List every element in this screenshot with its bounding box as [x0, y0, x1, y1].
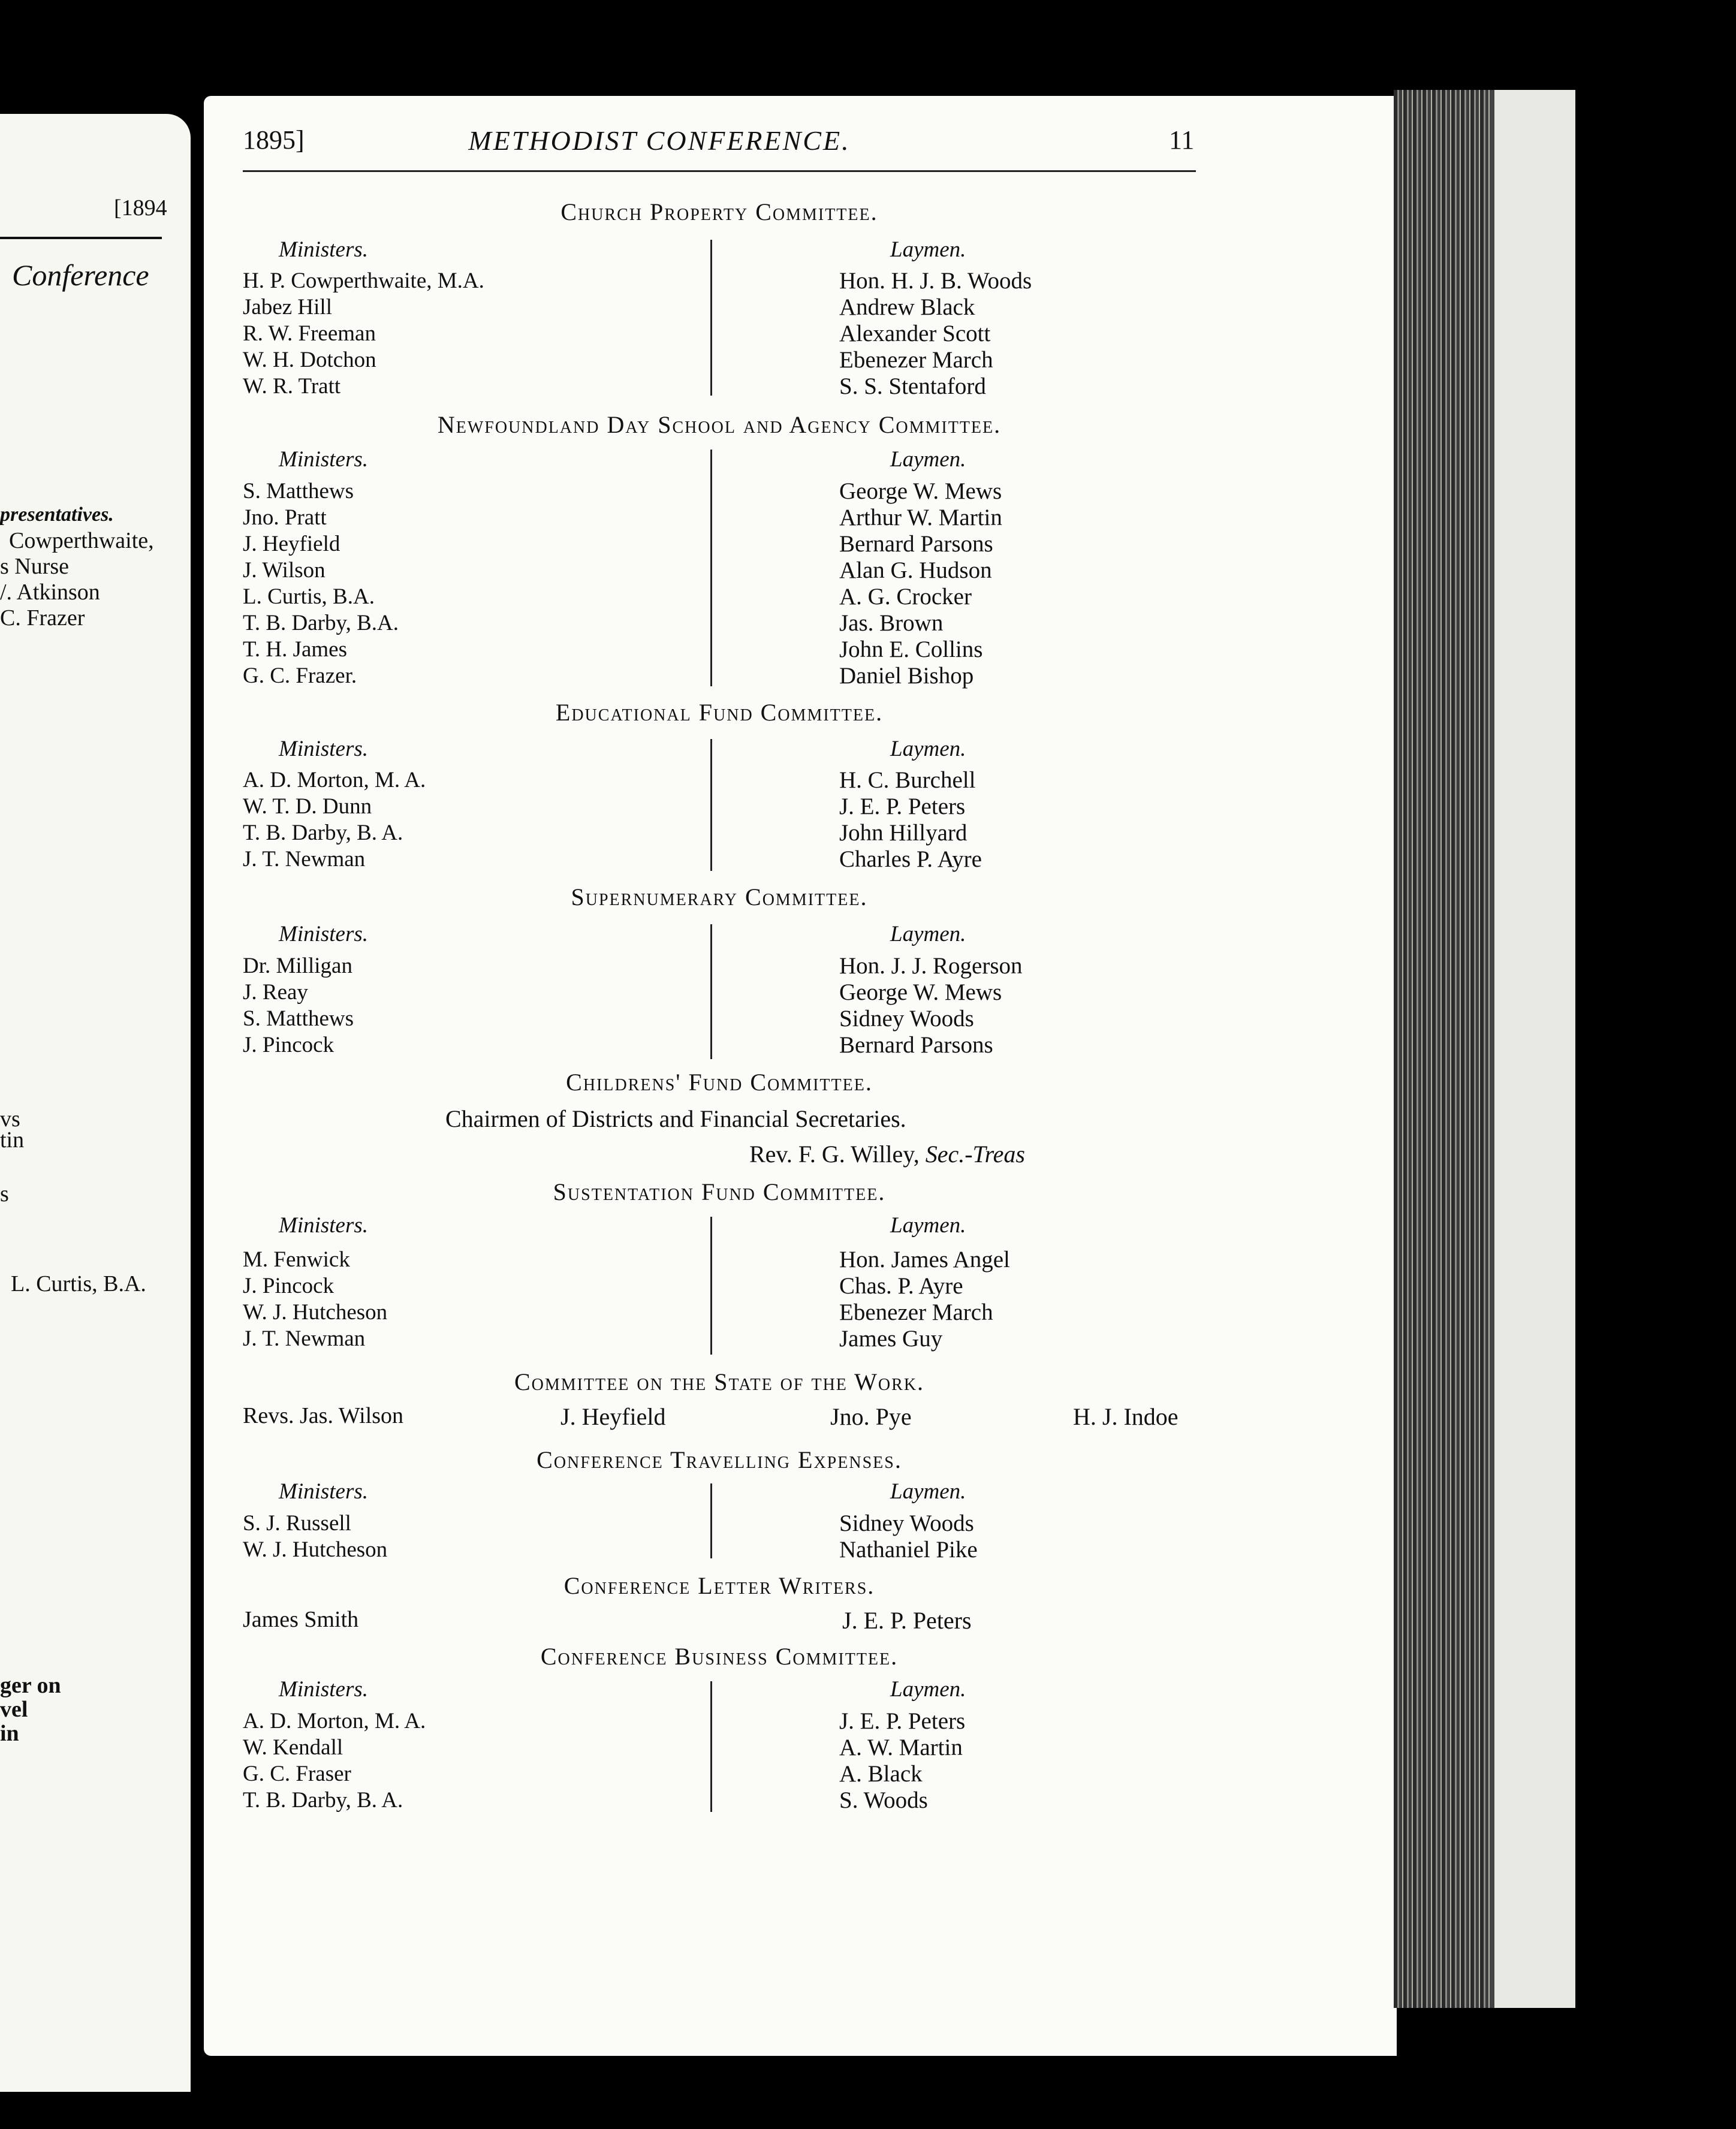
- laymen-list: [839, 1708, 965, 1814]
- layman-name: Alan G. Hudson: [839, 557, 992, 583]
- layman-name: Sidney Woods: [839, 1510, 974, 1536]
- minister-name: R. W. Freeman: [243, 321, 376, 346]
- left-page-fragment-text: tin: [0, 1127, 25, 1153]
- laymen-list: [839, 767, 982, 873]
- state-of-work-member: Revs. Jas. Wilson: [243, 1403, 404, 1428]
- header-title: METHODIST CONFERENCE.: [468, 125, 851, 156]
- left-page-rule: [0, 237, 162, 239]
- left-page-bottom: ger on: [0, 1673, 61, 1698]
- column-divider: [710, 924, 712, 1059]
- column-divider: [710, 450, 712, 686]
- section-title-letter-writers: Conference Letter Writers.: [563, 1572, 875, 1599]
- minister-name: S. J. Russell: [243, 1511, 351, 1536]
- laymen-heading: Laymen.: [890, 922, 966, 946]
- minister-name: G. C. Fraser: [243, 1762, 351, 1786]
- minister-name: J. Pincock: [243, 1033, 334, 1057]
- minister-name: M. Fenwick: [243, 1247, 350, 1272]
- ministers-list: [243, 1708, 426, 1814]
- section-title-childrens-fund: Childrens' Fund Committee.: [566, 1069, 873, 1096]
- book-page-edge-light: [1490, 90, 1575, 2008]
- laymen-heading: Laymen.: [890, 447, 966, 472]
- left-page-bottom: in: [0, 1721, 19, 1746]
- left-page-representatives-heading: presentatives.: [0, 503, 114, 526]
- column-divider: [710, 240, 712, 396]
- section-title-supernumerary: Supernumerary Committee.: [571, 883, 868, 910]
- minister-name: T. B. Darby, B.A.: [243, 611, 399, 635]
- layman-name: Bernard Parsons: [839, 1032, 993, 1058]
- minister-name: J. T. Newman: [243, 1326, 366, 1351]
- section-title-business-committee: Conference Business Committee.: [540, 1643, 899, 1670]
- minister-name: S. Matthews: [243, 1006, 354, 1031]
- minister-name: T. B. Darby, B. A.: [243, 821, 403, 845]
- layman-name: A. Black: [839, 1761, 923, 1787]
- layman-name: H. C. Burchell: [839, 767, 976, 793]
- minister-name: J. Wilson: [243, 558, 326, 583]
- minister-name: A. D. Morton, M. A.: [243, 768, 426, 792]
- minister-name: S. Matthews: [243, 479, 354, 503]
- layman-name: George W. Mews: [839, 478, 1002, 504]
- layman-name: John Hillyard: [839, 820, 968, 846]
- ministers-heading: Ministers.: [279, 447, 369, 472]
- minister-name: W. H. Dotchon: [243, 348, 376, 372]
- column-divider: [710, 1217, 712, 1355]
- column-divider: [710, 1681, 712, 1812]
- laymen-list: [839, 478, 1002, 689]
- layman-name: Charles P. Ayre: [839, 846, 982, 872]
- layman-name: S. S. Stentaford: [839, 373, 986, 399]
- laymen-list: [839, 1247, 1010, 1352]
- section-title-educational-fund: Educational Fund Committee.: [555, 699, 884, 726]
- minister-name: T. B. Darby, B. A.: [243, 1788, 403, 1813]
- left-page-line: s Nurse: [0, 554, 70, 579]
- laymen-heading: Laymen.: [890, 1213, 966, 1238]
- minister-name: J. T. Newman: [243, 847, 366, 871]
- layman-name: Bernard Parsons: [839, 531, 993, 557]
- ministers-heading: Ministers.: [279, 1677, 369, 1702]
- book-page-edge: [1394, 90, 1490, 2008]
- ministers-list: [243, 268, 484, 400]
- layman-name: James Guy: [839, 1326, 943, 1352]
- layman-name: S. Woods: [839, 1787, 928, 1813]
- section-title-state-of-work: Committee on the State of the Work.: [514, 1368, 925, 1395]
- laymen-heading: Laymen.: [890, 237, 966, 262]
- layman-name: Daniel Bishop: [839, 663, 974, 689]
- left-page-bottom: vel: [0, 1697, 28, 1722]
- minister-name: Jabez Hill: [243, 295, 332, 319]
- minister-name: W. J. Hutcheson: [243, 1537, 388, 1562]
- layman-name: Chas. P. Ayre: [839, 1273, 963, 1299]
- minister-name: Jno. Pratt: [243, 505, 327, 530]
- laymen-heading: Laymen.: [890, 1677, 966, 1702]
- layman-name: John E. Collins: [839, 637, 983, 662]
- ministers-list: [243, 1247, 387, 1352]
- header-year: 1895]: [243, 125, 305, 155]
- minister-name: A. D. Morton, M. A.: [243, 1709, 426, 1733]
- letter-writer: J. E. P. Peters: [842, 1607, 972, 1634]
- section-title-sustentation-fund: Sustentation Fund Committee.: [553, 1178, 886, 1205]
- ministers-heading: Ministers.: [279, 1479, 369, 1504]
- left-page-line: /. Atkinson: [0, 580, 100, 605]
- state-of-work-member: H. J. Indoe: [1073, 1403, 1179, 1430]
- layman-name: Alexander Scott: [839, 321, 991, 346]
- secretary-role: Sec.-Treas: [925, 1141, 1025, 1168]
- minister-name: G. C. Frazer.: [243, 664, 357, 688]
- section-title-travelling-expenses: Conference Travelling Expenses.: [537, 1446, 902, 1473]
- layman-name: Nathaniel Pike: [839, 1537, 978, 1563]
- ministers-heading: Ministers.: [279, 737, 369, 761]
- laymen-list: [839, 1510, 978, 1563]
- layman-name: Ebenezer March: [839, 1299, 993, 1325]
- layman-name: J. E. P. Peters: [839, 1708, 966, 1734]
- ministers-heading: Ministers.: [279, 922, 369, 946]
- state-of-work-member: Jno. Pye: [830, 1403, 912, 1430]
- layman-name: Ebenezer March: [839, 347, 993, 373]
- layman-name: A. G. Crocker: [839, 584, 972, 610]
- minister-name: J. Pincock: [243, 1274, 334, 1298]
- left-page-line: Cowperthwaite,: [9, 528, 154, 553]
- left-page-curtis: L. Curtis, B.A.: [11, 1271, 146, 1296]
- section-title-church-property: Church Property Committee.: [560, 198, 878, 225]
- minister-name: H. P. Cowperthwaite, M.A.: [243, 269, 484, 293]
- section-title-newfoundland: Newfoundland Day School and Agency Committee.: [437, 411, 1002, 438]
- childrens-fund-secretary: [749, 1140, 1025, 1168]
- minister-name: W. J. Hutcheson: [243, 1300, 388, 1325]
- column-divider: [710, 1483, 712, 1558]
- header-rule: [243, 170, 1196, 172]
- ministers-list: [243, 953, 354, 1059]
- minister-name: J. Heyfield: [243, 532, 340, 556]
- minister-name: W. T. D. Dunn: [243, 794, 372, 819]
- layman-name: George W. Mews: [839, 979, 1002, 1005]
- layman-name: A. W. Martin: [839, 1735, 963, 1760]
- layman-name: J. E. P. Peters: [839, 794, 966, 819]
- ministers-heading: Ministers.: [279, 1213, 369, 1238]
- laymen-heading: Laymen.: [890, 737, 966, 761]
- minister-name: W. R. Tratt: [243, 374, 341, 399]
- left-page-title: Conference: [12, 258, 149, 292]
- left-page-fragment: [0, 114, 191, 2092]
- minister-name: W. Kendall: [243, 1735, 343, 1760]
- secretary-name: Rev. F. G. Willey,: [749, 1141, 920, 1168]
- ministers-list: [243, 767, 426, 873]
- ministers-list: [243, 478, 399, 689]
- laymen-list: [839, 953, 1023, 1059]
- laymen-list: [839, 268, 1032, 400]
- left-page-fragment-text: vs: [0, 1106, 20, 1132]
- minister-name: J. Reay: [243, 980, 308, 1005]
- state-of-work-member: J. Heyfield: [560, 1403, 666, 1430]
- layman-name: Hon. H. J. B. Woods: [839, 268, 1032, 294]
- left-page-year: [1894: [114, 195, 167, 221]
- minister-name: Dr. Milligan: [243, 954, 352, 978]
- letter-writer: James Smith: [243, 1607, 359, 1632]
- header-page-number: 11: [1169, 125, 1195, 155]
- ministers-list: [243, 1510, 387, 1563]
- ministers-heading: Ministers.: [279, 237, 369, 262]
- layman-name: Hon. J. J. Rogerson: [839, 953, 1023, 979]
- minister-name: T. H. James: [243, 637, 347, 662]
- childrens-fund-members: Chairmen of Districts and Financial Secretaries.: [445, 1105, 906, 1132]
- laymen-heading: Laymen.: [890, 1479, 966, 1504]
- layman-name: Andrew Black: [839, 294, 975, 320]
- layman-name: Jas. Brown: [839, 610, 944, 636]
- minister-name: L. Curtis, B.A.: [243, 584, 375, 609]
- layman-name: Hon. James Angel: [839, 1247, 1010, 1272]
- column-divider: [710, 739, 712, 871]
- layman-name: Arthur W. Martin: [839, 505, 1002, 530]
- left-page-fragment-text: s: [0, 1181, 9, 1207]
- left-page-line: C. Frazer: [0, 605, 85, 631]
- layman-name: Sidney Woods: [839, 1006, 974, 1032]
